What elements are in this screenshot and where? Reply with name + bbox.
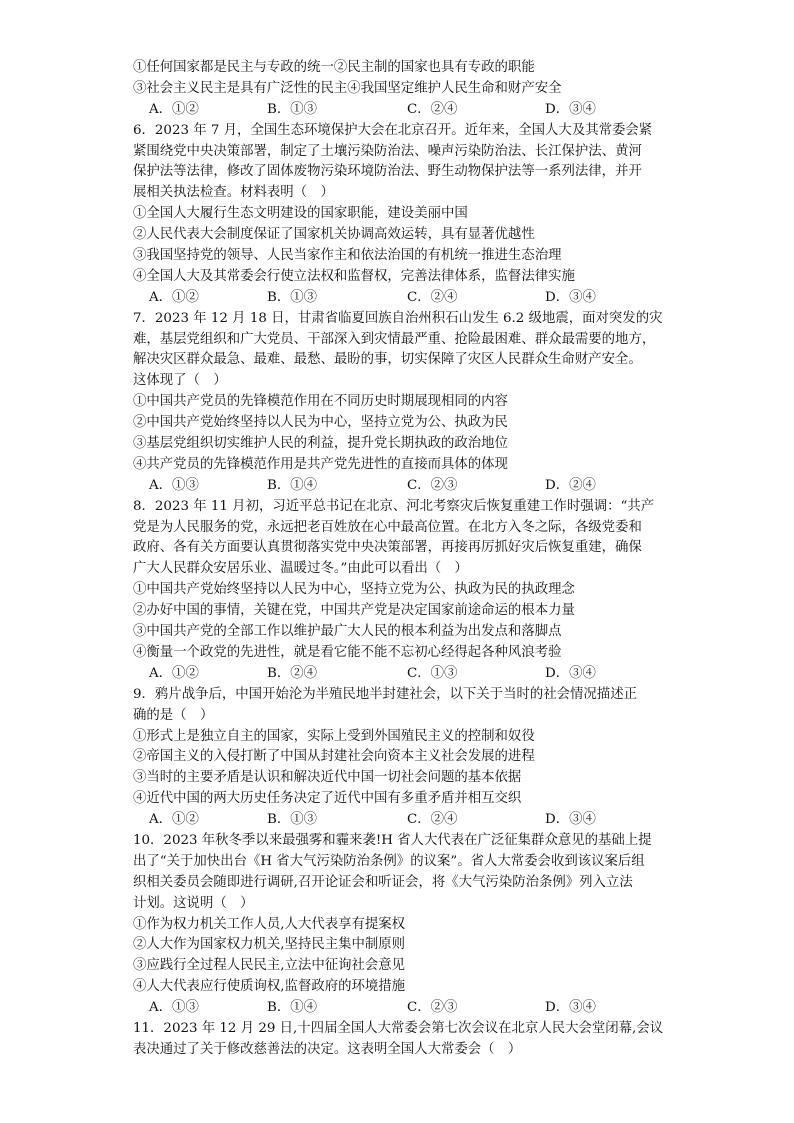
- q7-statement: ④共产党员的先锋模范作用是共产党先进性的直接而具体的体现: [133, 456, 508, 472]
- option-d: D．③④: [545, 1000, 596, 1016]
- question-7: [133, 309, 673, 497]
- q8-statement: ④衡量一个政党的先进性，就是看它能不能不忘初心经得起各种风浪考验: [133, 644, 562, 660]
- q9-statement: ①形式上是独立自主的国家，实际上受到外国殖民主义的控制和奴役: [133, 728, 535, 744]
- option-b: B．②④: [267, 665, 318, 681]
- option-d: D．③④: [545, 101, 596, 117]
- q9-options: [133, 810, 673, 831]
- option-d: D．③④: [545, 289, 596, 305]
- question-6: [133, 121, 673, 309]
- q6-stem: 紧围绕党中央决策部署，制定了土壤污染防治法、噪声污染防治法、长江保护法、黄河: [133, 143, 642, 159]
- option-a: A．①②: [149, 812, 199, 828]
- option-c: C．①③: [407, 665, 458, 681]
- q8-options: [133, 664, 673, 685]
- q8-stem: 党是为人民服务的党，永远把老百姓放在心中最高位置。在北方入冬之际，各级党委和: [133, 519, 642, 535]
- q7-statement: ①中国共产党员的先锋模范作用在不同历史时期展现相同的内容: [133, 394, 508, 410]
- q7-statement: ②中国共产党始终坚持以人民为中心，坚持立党为公、执政为民: [133, 415, 508, 431]
- q9-statement: ④近代中国的两大历史任务决定了近代中国有多重矛盾并相互交织: [133, 791, 522, 807]
- q9-statement: ③当时的主要矛盾是认识和解决近代中国一切社会问题的基本依据: [133, 770, 522, 786]
- q6-statement: ④全国人大及其常委会行使立法权和监督权，完善法律体系，监督法律实施: [133, 268, 575, 284]
- q6-options: [133, 288, 673, 309]
- q7-options: [133, 476, 673, 497]
- q10-options: [133, 998, 673, 1019]
- option-a: A．①③: [149, 477, 199, 493]
- q8-statement: ③中国共产党的全部工作以维护最广大人民的根本利益为出发点和落脚点: [133, 624, 562, 640]
- question-5: [133, 58, 673, 121]
- option-b: B．①③: [267, 289, 318, 305]
- option-a: A．①③: [149, 1000, 199, 1016]
- q10-statement: ④人大代表应行使质询权,监督政府的环境措施: [133, 979, 406, 995]
- option-c: C．②④: [407, 812, 458, 828]
- option-d: D．②④: [545, 477, 596, 493]
- q10-stem: 出了“关于加快出台《H 省大气污染防治条例》的议案”。省人大常委会收到该议案后组: [133, 853, 645, 869]
- q7-stem: 这体现了（ ）: [133, 373, 227, 389]
- q7-stem: 7．2023 年 12 月 18 日，甘肃省临夏回族自治州积石山发生 6.2 级地震，面对突发的灾: [133, 310, 663, 326]
- q8-stem: 广大人民群众安居乐业、温暖过冬。”由此可以看出（ ）: [133, 561, 468, 577]
- q6-statement: ②人民代表大会制度保证了国家机关协调高效运转，具有显著优越性: [133, 227, 535, 243]
- option-d: D．③④: [545, 665, 596, 681]
- question-8: [133, 497, 673, 685]
- q10-stem: 10．2023 年秋冬季以来最强雾和霾来袭!H 省人大代表在广泛征集群众意见的基础上提: [133, 832, 652, 848]
- q10-statement: ②人大作为国家权力机关,坚持民主集中制原则: [133, 937, 406, 953]
- question-11: [133, 1019, 673, 1061]
- q8-statement: ①中国共产党始终坚持以人民为中心，坚持立党为公、执政为民的执政理念: [133, 582, 575, 598]
- q10-stem: 织相关委员会随即进行调研,召开论证会和听证会，将《大气污染防治条例》列入立法: [133, 874, 633, 890]
- q10-statement: ①作为权力机关工作人员,人大代表享有提案权: [133, 916, 406, 932]
- option-b: B．①④: [267, 477, 318, 493]
- option-b: B．①③: [267, 101, 318, 117]
- q7-stem: 解决灾区群众最急、最难、最愁、最盼的事，切实保障了灾区人民群众生命财产安全。: [133, 352, 642, 368]
- option-a: A．①②: [149, 101, 199, 117]
- q10-statement: ③应践行全过程人民民主,立法中征询社会意见: [133, 958, 406, 974]
- question-9: [133, 685, 673, 831]
- q9-statement: ②帝国主义的入侵打断了中国从封建社会向资本主义社会发展的进程: [133, 749, 535, 765]
- q7-stem: 难，基层党组织和广大党员、干部深入到灾情最严重、抢险最困难、群众最需要的地方，: [133, 331, 656, 347]
- option-d: D．③④: [545, 812, 596, 828]
- q6-statement: ①全国人大履行生态文明建设的国家职能，建设美丽中国: [133, 206, 468, 222]
- q11-stem: 11．2023 年 12 月 29 日,十四届全国人大常委会第七次会议在北京人民大会堂闭幕,会议: [133, 1020, 664, 1036]
- q8-statement: ②办好中国的事情，关键在党，中国共产党是决定国家前途命运的根本力量: [133, 603, 575, 619]
- option-c: C．②③: [407, 477, 458, 493]
- question-10: [133, 831, 673, 1019]
- q6-stem: 展相关执法检查。材料表明（ ）: [133, 185, 334, 201]
- option-a: A．①②: [149, 665, 199, 681]
- q6-statement: ③我国坚持党的领导、人民当家作主和依法治国的有机统一推进生态治理: [133, 248, 562, 264]
- exam-page: [133, 58, 673, 1061]
- option-a: A．①②: [149, 289, 199, 305]
- q8-stem: 政府、各有关方面要认真贯彻落实党中央决策部署，再接再厉抓好灾后恢复重建，确保: [133, 540, 642, 556]
- q7-statement: ③基层党组织切实维护人民的利益，提升党长期执政的政治地位: [133, 436, 508, 452]
- option-c: C．②③: [407, 1000, 458, 1016]
- option-c: C．②④: [407, 101, 458, 117]
- q5-options: [133, 100, 673, 121]
- option-b: B．①③: [267, 812, 318, 828]
- option-b: B．①④: [267, 1000, 318, 1016]
- q6-stem: 6．2023 年 7 月，全国生态环境保护大会在北京召开。近年来，全国人大及其常委会紧: [133, 122, 653, 138]
- q9-stem: 9．鸦片战争后，中国开始沦为半殖民地半封建社会，以下关于当时的社会情况描述正: [133, 686, 637, 702]
- q11-stem: 表决通过了关于修改慈善法的决定。这表明全国人大常委会（ ）: [133, 1041, 522, 1057]
- q8-stem: 8．2023 年 11 月初，习近平总书记在北京、河北考察灾后恢复重建工作时强调：“共产: [133, 498, 655, 514]
- q6-stem: 保护法等法律，修改了固体废物污染环境防治法、野生动物保护法等一系列法律，并开: [133, 164, 642, 180]
- q5-line: ③社会主义民主是具有广泛性的民主④我国坚定维护人民生命和财产安全: [133, 80, 562, 96]
- q10-stem: 计划。这说明（ ）: [133, 895, 254, 911]
- q9-stem: 确的是（ ）: [133, 707, 214, 723]
- option-c: C．②④: [407, 289, 458, 305]
- q5-line: ①任何国家都是民主与专政的统一②民主制的国家也具有专政的职能: [133, 60, 535, 75]
